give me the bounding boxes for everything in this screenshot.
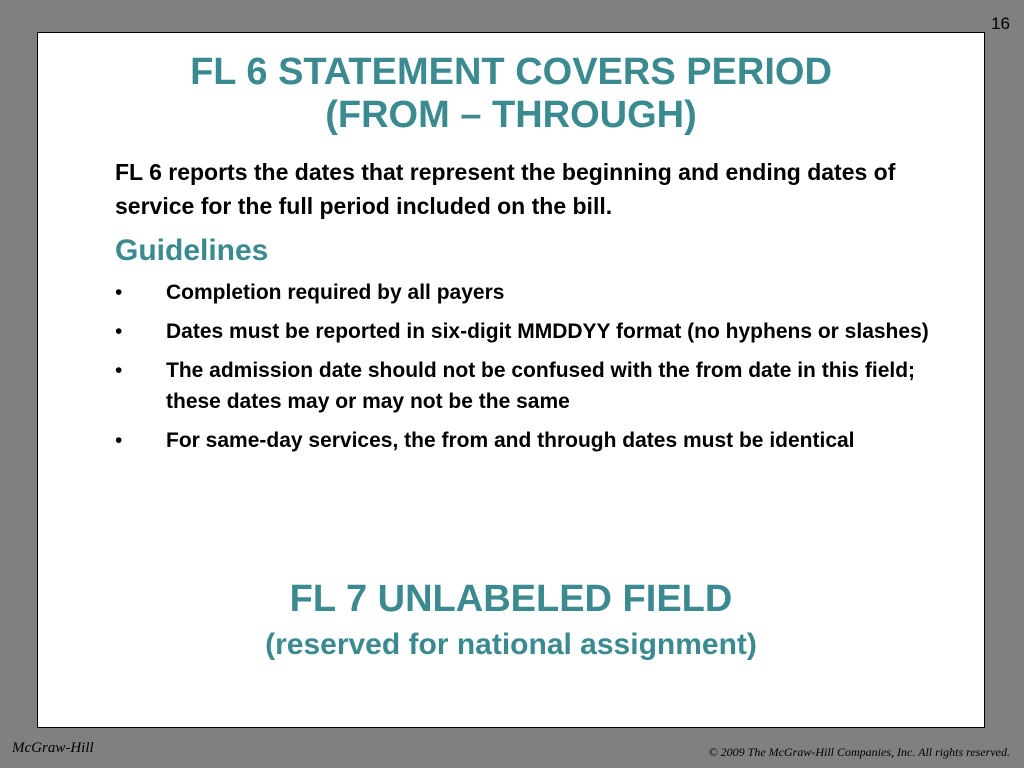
bullet-text: Completion required by all payers: [166, 281, 505, 304]
bullet-icon: •: [115, 429, 123, 452]
bullet-text: Dates must be reported in six-digit MMDDYY format (no hyphens or slashes): [166, 320, 929, 343]
bullet-icon: •: [115, 281, 123, 304]
title-line-2: (FROM – THROUGH): [325, 94, 697, 136]
slide-title: [38, 51, 984, 137]
list-item: [115, 425, 975, 456]
title-line-1: FL 6 STATEMENT COVERS PERIOD: [190, 51, 832, 93]
bullet-icon: •: [115, 359, 123, 382]
guidelines-heading: Guidelines: [115, 234, 269, 267]
fl7-heading: FL 7 UNLABELED FIELD: [289, 578, 733, 620]
publisher-logo-text: McGraw-Hill: [12, 740, 94, 756]
list-item: [115, 316, 975, 347]
slide-content: [37, 32, 985, 728]
page-number: 16: [991, 14, 1010, 33]
fl7-subheading: (reserved for national assignment): [265, 628, 757, 661]
guidelines-list: [115, 277, 975, 464]
list-item: [115, 277, 975, 308]
bullet-icon: •: [115, 320, 123, 343]
bullet-text: For same-day services, the from and through dates must be identical: [166, 429, 855, 452]
intro-paragraph: FL 6 reports the dates that represent the beginning and ending dates of service for the full period included on the bill.: [115, 159, 896, 219]
bullet-text: The admission date should not be confused with the from date in this field; these dates may or may not be the same: [166, 359, 916, 413]
copyright-notice: © 2009 The McGraw-Hill Companies, Inc. All rights reserved.: [708, 745, 1010, 759]
list-item: [115, 355, 975, 417]
